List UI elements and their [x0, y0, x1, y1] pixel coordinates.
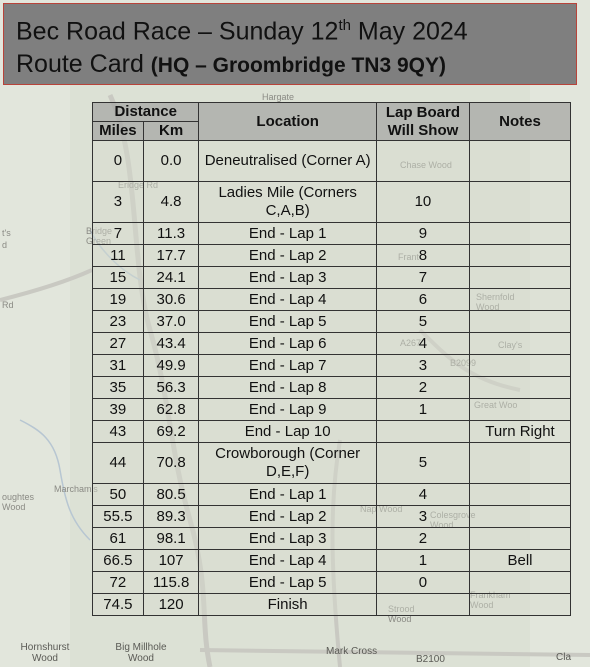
miles-header: Miles: [93, 122, 144, 141]
table-row: [93, 267, 571, 289]
map-label-houghtons-wood: oughtes Wood: [2, 492, 35, 512]
title-text: Bec Road Race – Sunday 12: [16, 17, 339, 46]
notes-cell: [470, 399, 571, 421]
location-cell: End - Lap 10: [199, 421, 376, 443]
miles-cell: 74.5: [93, 594, 144, 616]
route-card-label: Route Card: [16, 50, 151, 79]
miles-cell: 43: [93, 421, 144, 443]
title-line-2: [16, 47, 576, 83]
table-row: [93, 245, 571, 267]
miles-cell: 0: [93, 141, 144, 182]
miles-cell: 31: [93, 355, 144, 377]
title-banner: [3, 3, 577, 85]
location-cell: End - Lap 5: [199, 311, 376, 333]
map-label-hargate: Hargate: [262, 92, 295, 102]
title-ordinal: th: [338, 17, 351, 34]
km-header: Km: [143, 122, 199, 141]
notes-header: Notes: [470, 103, 571, 141]
lap-board-cell: 8: [376, 245, 469, 267]
km-cell: 43.4: [143, 333, 199, 355]
lap-board-cell: 9: [376, 223, 469, 245]
miles-cell: 23: [93, 311, 144, 333]
km-cell: 24.1: [143, 267, 199, 289]
location-cell: End - Lap 4: [199, 550, 376, 572]
miles-cell: 35: [93, 377, 144, 399]
location-header: Location: [199, 103, 376, 141]
map-label-eridge-rd: Eridge Rd: [118, 180, 159, 190]
table-row: [93, 550, 571, 572]
table-row: [93, 421, 571, 443]
km-cell: 120: [143, 594, 199, 616]
miles-cell: 55.5: [93, 506, 144, 528]
table-row: [93, 141, 571, 182]
miles-cell: 15: [93, 267, 144, 289]
notes-cell: [470, 443, 571, 484]
lap-board-cell: 10: [376, 182, 469, 223]
table-row: [93, 528, 571, 550]
notes-cell: [470, 506, 571, 528]
table-row: [93, 311, 571, 333]
map-label-b2099: B2099: [450, 358, 477, 368]
km-cell: 62.8: [143, 399, 199, 421]
notes-cell: [470, 594, 571, 616]
km-cell: 0.0: [143, 141, 199, 182]
miles-cell: 3: [93, 182, 144, 223]
table-row: [93, 377, 571, 399]
map-label-frant: Frant: [398, 252, 420, 262]
location-cell: Crowborough (Corner D,E,F): [199, 443, 376, 484]
km-cell: 115.8: [143, 572, 199, 594]
notes-cell: [470, 333, 571, 355]
map-label-shernfold-wood: Shernfold Wood: [476, 292, 515, 312]
hq-location: (HQ – Groombridge TN3 9QY): [150, 54, 446, 78]
miles-cell: 66.5: [93, 550, 144, 572]
km-cell: 17.7: [143, 245, 199, 267]
lap-board-cell: 4: [376, 333, 469, 355]
location-cell: Deneutralised (Corner A): [199, 141, 376, 182]
map-label-frankham-wood: Frankham Wood: [470, 590, 511, 610]
table-row: [93, 484, 571, 506]
table-row: [93, 223, 571, 245]
km-cell: 80.5: [143, 484, 199, 506]
lap-board-header: Lap Board Will Show: [376, 103, 469, 141]
location-cell: End - Lap 2: [199, 506, 376, 528]
map-label-marchams: Marcham's: [54, 484, 98, 494]
lap-board-cell: 5: [376, 443, 469, 484]
lap-board-cell: 7: [376, 267, 469, 289]
map-label-a267: A267: [400, 338, 422, 348]
route-table-body: [93, 141, 571, 616]
location-cell: Ladies Mile (Corners C,A,B): [199, 182, 376, 223]
lap-board-cell: 6: [376, 289, 469, 311]
distance-header: Distance: [93, 103, 199, 122]
lap-board-cell: 2: [376, 528, 469, 550]
map-label-clays: Clay's: [498, 340, 523, 350]
map-label-strood-wood: Strood Wood: [388, 604, 415, 624]
lap-board-cell: 1: [376, 550, 469, 572]
title-date-tail: May 2024: [350, 17, 468, 46]
km-cell: 98.1: [143, 528, 199, 550]
lap-board-cell: 3: [376, 355, 469, 377]
notes-cell: [470, 572, 571, 594]
miles-cell: 7: [93, 223, 144, 245]
map-label-d: d: [2, 240, 8, 250]
notes-cell: [470, 289, 571, 311]
map-label-ts: t's: [2, 228, 11, 238]
table-row: [93, 399, 571, 421]
notes-cell: Turn Right: [470, 421, 571, 443]
notes-cell: [470, 267, 571, 289]
table-row: [93, 289, 571, 311]
table-row: [93, 506, 571, 528]
map-label-big-millhole-wood: Big Millhole Wood: [115, 642, 167, 664]
lap-board-cell: [376, 594, 469, 616]
km-cell: 56.3: [143, 377, 199, 399]
notes-cell: Bell: [470, 550, 571, 572]
miles-cell: 50: [93, 484, 144, 506]
miles-cell: 72: [93, 572, 144, 594]
route-table: [92, 102, 571, 616]
lap-board-cell: 2: [376, 377, 469, 399]
table-row: [93, 333, 571, 355]
map-label-nap-wood: Nap Wood: [360, 504, 403, 514]
location-cell: End - Lap 7: [199, 355, 376, 377]
miles-cell: 11: [93, 245, 144, 267]
map-label-mark-cross: Mark Cross: [326, 646, 378, 657]
map-label-rd: Rd: [2, 300, 14, 310]
map-label-great-wood: Great Woo: [474, 400, 518, 410]
map-label-colesgrove-wood: Colesgrove Wood: [430, 510, 476, 530]
notes-cell: [470, 528, 571, 550]
notes-cell: [470, 182, 571, 223]
miles-cell: 27: [93, 333, 144, 355]
location-cell: End - Lap 2: [199, 245, 376, 267]
km-cell: 4.8: [143, 182, 199, 223]
table-row: [93, 443, 571, 484]
km-cell: 107: [143, 550, 199, 572]
location-cell: End - Lap 9: [199, 399, 376, 421]
map-label-cla: Cla: [556, 652, 572, 663]
map-label-chase-wood: Chase Wood: [400, 160, 452, 170]
location-cell: End - Lap 6: [199, 333, 376, 355]
map-label-b2100: B2100: [416, 654, 445, 665]
km-cell: 70.8: [143, 443, 199, 484]
km-cell: 37.0: [143, 311, 199, 333]
notes-cell: [470, 484, 571, 506]
km-cell: 49.9: [143, 355, 199, 377]
miles-cell: 61: [93, 528, 144, 550]
table-row: [93, 572, 571, 594]
lap-board-cell: 1: [376, 399, 469, 421]
location-cell: End - Lap 1: [199, 223, 376, 245]
km-cell: 69.2: [143, 421, 199, 443]
location-cell: End - Lap 4: [199, 289, 376, 311]
lap-board-cell: [376, 421, 469, 443]
notes-cell: [470, 245, 571, 267]
miles-cell: 39: [93, 399, 144, 421]
miles-cell: 44: [93, 443, 144, 484]
notes-cell: [470, 355, 571, 377]
location-cell: End - Lap 3: [199, 528, 376, 550]
table-row: [93, 594, 571, 616]
map-label-hornshurst-wood: Hornshurst Wood: [20, 642, 70, 664]
title-line-1: [16, 10, 576, 47]
table-row: [93, 355, 571, 377]
lap-board-cell: 5: [376, 311, 469, 333]
notes-cell: [470, 141, 571, 182]
km-cell: 30.6: [143, 289, 199, 311]
location-cell: End - Lap 1: [199, 484, 376, 506]
km-cell: 11.3: [143, 223, 199, 245]
lap-board-cell: 3: [376, 506, 469, 528]
km-cell: 89.3: [143, 506, 199, 528]
location-cell: End - Lap 5: [199, 572, 376, 594]
location-cell: End - Lap 8: [199, 377, 376, 399]
miles-cell: 19: [93, 289, 144, 311]
location-cell: Finish: [199, 594, 376, 616]
table-row: [93, 182, 571, 223]
notes-cell: [470, 311, 571, 333]
lap-board-cell: [376, 141, 469, 182]
map-label-bridge-green: Bridge Green: [86, 226, 113, 246]
notes-cell: [470, 377, 571, 399]
location-cell: End - Lap 3: [199, 267, 376, 289]
notes-cell: [470, 223, 571, 245]
lap-board-cell: 4: [376, 484, 469, 506]
lap-board-cell: 0: [376, 572, 469, 594]
